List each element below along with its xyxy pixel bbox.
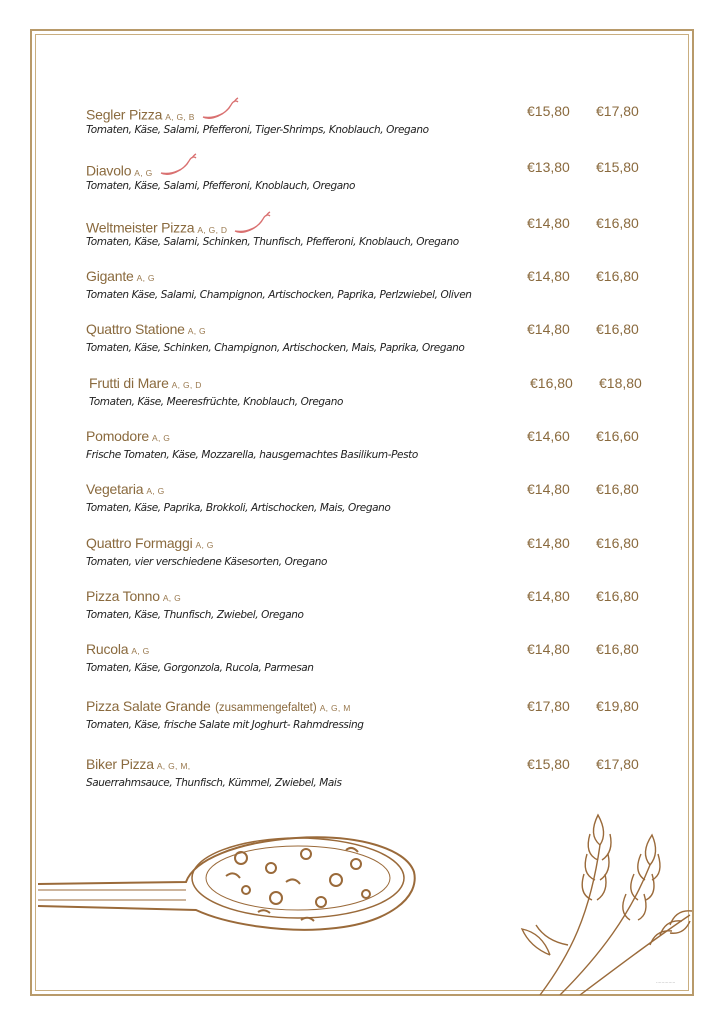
menu-item-price-large: €16,80 bbox=[596, 321, 639, 337]
menu-item-title-row bbox=[86, 215, 646, 235]
menu-item-title-row bbox=[86, 698, 646, 718]
menu-item-description: Tomaten, Käse, Meeresfrüchte, Knoblauch, Oregano bbox=[89, 396, 343, 408]
chili-icon bbox=[201, 97, 241, 128]
menu-item-description: Tomaten Käse, Salami, Champignon, Artischocken, Paprika, Perlzwiebel, Oliven bbox=[86, 289, 472, 301]
menu-item-title-row bbox=[86, 481, 646, 501]
menu-item bbox=[86, 268, 646, 301]
menu-item-allergens: A, G, M, bbox=[156, 761, 191, 771]
menu-item-price-large: €15,80 bbox=[596, 159, 639, 175]
menu-item bbox=[86, 641, 646, 674]
menu-item-price-small: €14,60 bbox=[527, 428, 570, 444]
menu-item-price-small: €14,80 bbox=[527, 481, 570, 497]
menu-item-title-row bbox=[86, 428, 646, 448]
menu-item-name: Diavolo bbox=[86, 162, 132, 179]
menu-item-allergens: A, G bbox=[131, 646, 150, 656]
menu-item-description: Sauerrahmsauce, Thunfisch, Kümmel, Zwiebel, Mais bbox=[86, 777, 342, 789]
menu-item bbox=[86, 321, 646, 354]
menu-item-description: Tomaten, Käse, Schinken, Champignon, Artischocken, Mais, Paprika, Oregano bbox=[86, 342, 465, 354]
menu-item-price-small: €14,80 bbox=[527, 535, 570, 551]
menu-item bbox=[86, 428, 646, 461]
menu-item-price-small: €15,80 bbox=[527, 756, 570, 772]
menu-item-name: Pizza Salate Grande bbox=[86, 698, 211, 714]
menu-item-name: Pizza Tonno bbox=[86, 588, 160, 604]
wheat-illustration bbox=[520, 805, 695, 995]
menu-item-name: Vegetaria bbox=[86, 481, 144, 497]
menu-item-note: (zusammengefaltet) bbox=[215, 702, 317, 714]
menu-item-description: Tomaten, Käse, Paprika, Brokkoli, Artischocken, Mais, Oregano bbox=[86, 502, 391, 514]
menu-item-title-row bbox=[86, 756, 646, 776]
menu-item-price-small: €14,80 bbox=[527, 588, 570, 604]
menu-item-allergens: A, G bbox=[152, 433, 171, 443]
menu-item-price-large: €16,80 bbox=[596, 215, 639, 231]
menu-item-price-large: €16,80 bbox=[596, 588, 639, 604]
menu-item-name: Frutti di Mare bbox=[89, 375, 169, 391]
menu-item-name: Weltmeister Pizza bbox=[86, 219, 195, 236]
menu-item-description: Tomaten, Käse, Salami, Pfefferoni, Knoblauch, Oregano bbox=[86, 180, 356, 192]
menu-item-allergens: A, G bbox=[134, 167, 153, 178]
menu-item-title-row bbox=[86, 321, 646, 341]
menu-item-description: Tomaten, Käse, Salami, Schinken, Thunfisch, Pfefferoni, Knoblauch, Oregano bbox=[86, 236, 459, 248]
menu-item-description: Tomaten, Käse, frische Salate mit Joghurt- Rahmdressing bbox=[86, 719, 364, 731]
menu-item bbox=[86, 103, 646, 136]
chili-icon bbox=[233, 211, 273, 242]
menu-item-allergens: A, G bbox=[146, 486, 165, 496]
menu-item bbox=[86, 698, 646, 731]
menu-item-title-row bbox=[89, 375, 649, 395]
menu-item-price-small: €17,80 bbox=[527, 698, 570, 714]
menu-item-name: Biker Pizza bbox=[86, 756, 154, 772]
menu-item-name: Segler Pizza bbox=[86, 106, 163, 123]
menu-item-price-small: €14,80 bbox=[527, 321, 570, 337]
menu-item-description: Tomaten, Käse, Thunfisch, Zwiebel, Oregano bbox=[86, 609, 304, 621]
footer-mark: .............. bbox=[656, 979, 676, 985]
menu-item-price-small: €14,80 bbox=[527, 641, 570, 657]
menu-item-allergens: A, G, B bbox=[165, 111, 195, 122]
menu-item-title-row bbox=[86, 641, 646, 661]
menu-item-allergens: A, G, M bbox=[319, 703, 351, 713]
menu-item-allergens: A, G, D bbox=[171, 380, 202, 390]
menu-item-allergens: A, G bbox=[187, 326, 206, 336]
pizza-peel-illustration bbox=[36, 820, 426, 940]
menu-item-title-row bbox=[86, 535, 646, 555]
menu-item-price-small: €13,80 bbox=[527, 159, 570, 175]
menu-item-price-large: €18,80 bbox=[599, 375, 642, 391]
menu-item-name: Quattro Formaggi bbox=[86, 535, 193, 551]
menu-item-price-large: €16,60 bbox=[596, 428, 639, 444]
menu-item-price-small: €16,80 bbox=[530, 375, 573, 391]
menu-item-allergens: A, G bbox=[162, 593, 182, 603]
menu-item-allergens: A, G, D bbox=[197, 224, 228, 235]
menu-item-title-row bbox=[86, 159, 646, 179]
menu-item-name: Quattro Statione bbox=[86, 321, 185, 337]
menu-item bbox=[86, 535, 646, 568]
menu-item-price-large: €16,80 bbox=[596, 535, 639, 551]
menu-item-description: Frische Tomaten, Käse, Mozzarella, hausgemachtes Basilikum-Pesto bbox=[86, 449, 418, 461]
menu-item-title-row bbox=[86, 103, 646, 123]
menu-item-price-large: €16,80 bbox=[596, 641, 639, 657]
menu-item-description: Tomaten, vier verschiedene Käsesorten, Oregano bbox=[86, 556, 328, 568]
menu-item-name: Gigante bbox=[86, 268, 134, 284]
menu-item bbox=[86, 756, 646, 789]
menu-item bbox=[86, 588, 646, 621]
menu-item-price-large: €17,80 bbox=[596, 103, 639, 119]
menu-item-name: Pomodore bbox=[86, 428, 149, 444]
menu-item-price-large: €16,80 bbox=[596, 481, 639, 497]
menu-item bbox=[86, 215, 646, 248]
menu-item-title-row bbox=[86, 268, 646, 288]
menu-item-price-large: €17,80 bbox=[596, 756, 639, 772]
menu-item-description: Tomaten, Käse, Gorgonzola, Rucola, Parmesan bbox=[86, 662, 314, 674]
menu-item-allergens: A, G bbox=[136, 273, 155, 283]
menu-item bbox=[86, 159, 646, 192]
menu-item-price-small: €14,80 bbox=[527, 215, 570, 231]
menu-item-price-small: €14,80 bbox=[527, 268, 570, 284]
menu-item-price-large: €19,80 bbox=[596, 698, 639, 714]
menu-item-price-large: €16,80 bbox=[596, 268, 639, 284]
menu-item bbox=[86, 481, 646, 514]
chili-icon bbox=[159, 153, 199, 184]
menu-item bbox=[89, 375, 649, 408]
menu-item-name: Rucola bbox=[86, 641, 129, 657]
menu-item-price-small: €15,80 bbox=[527, 103, 570, 119]
menu-item-allergens: A, G bbox=[195, 540, 214, 550]
menu-item-title-row bbox=[86, 588, 646, 608]
menu-item-description: Tomaten, Käse, Salami, Pfefferoni, Tiger-Shrimps, Knoblauch, Oregano bbox=[86, 124, 429, 136]
